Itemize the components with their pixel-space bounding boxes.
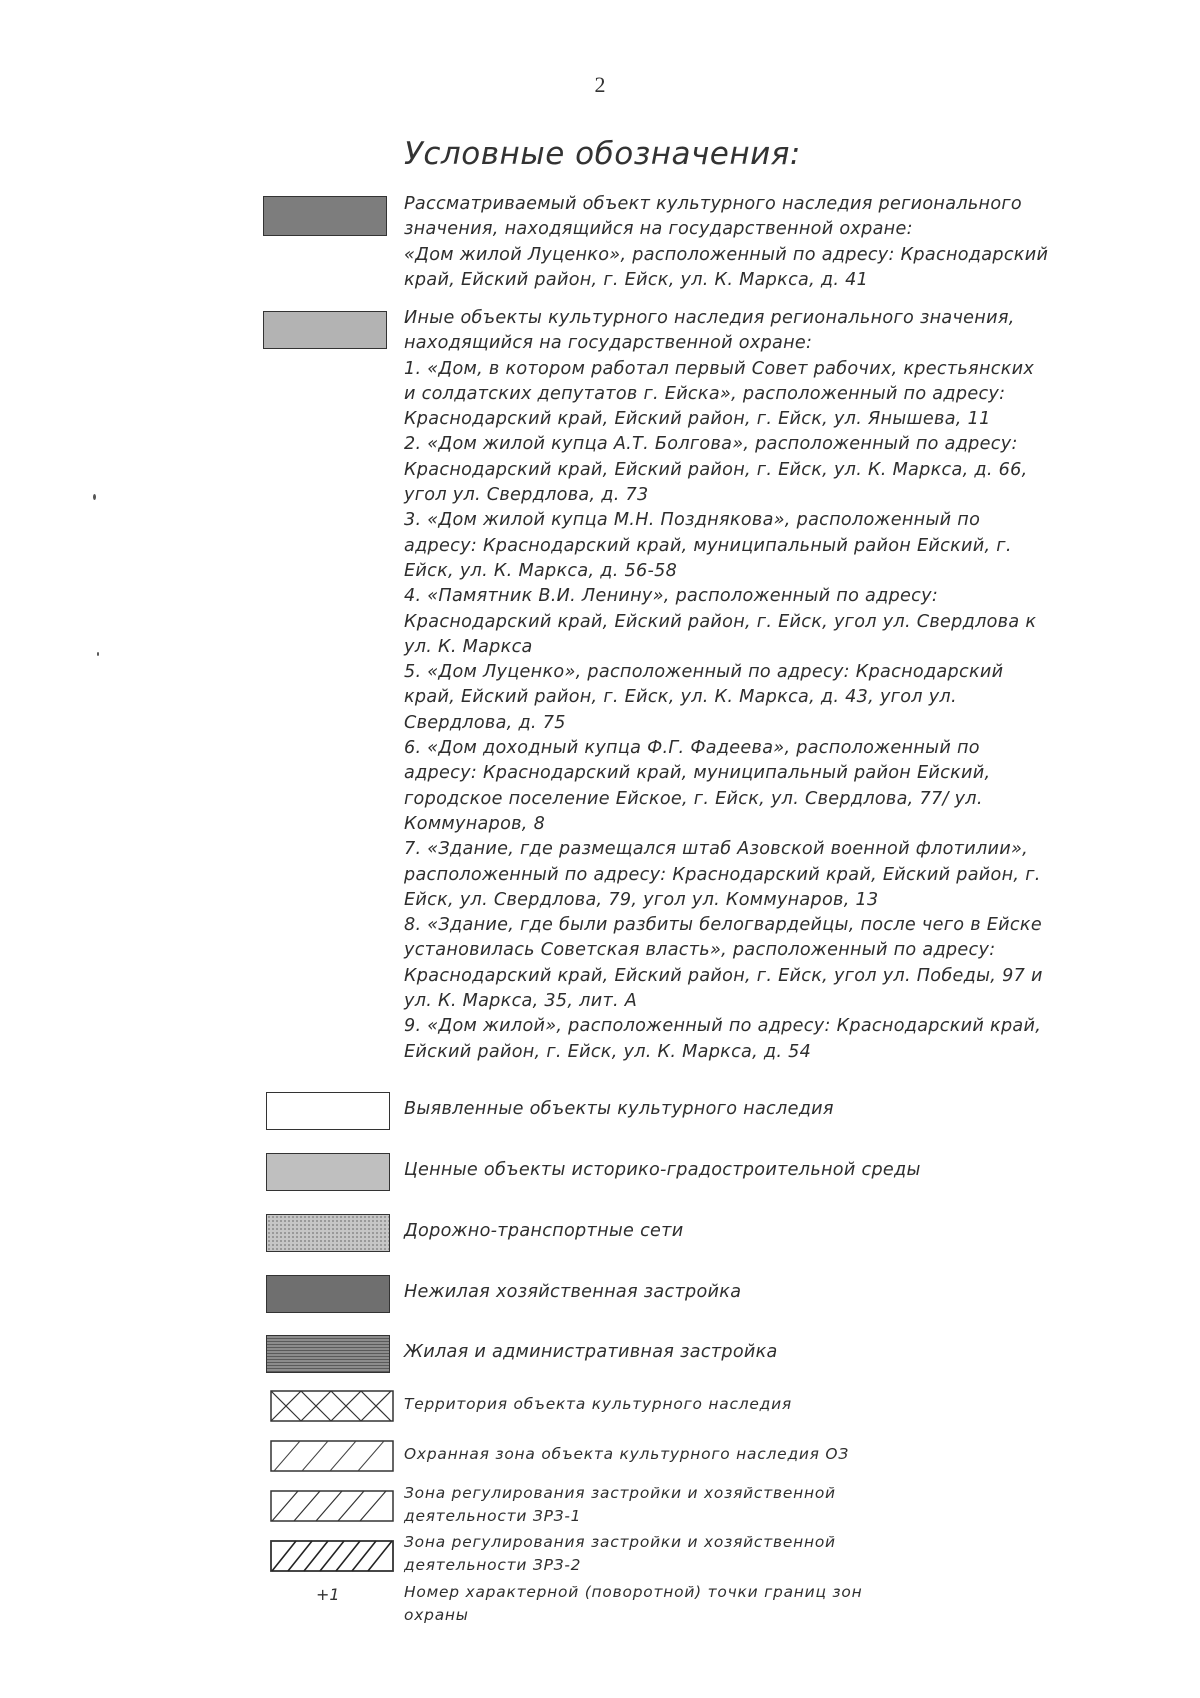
- legend-swatch-subject-object: [263, 196, 387, 236]
- desc-line: край, Ейский район, г. Ейск, ул. К. Маркса, д. 41: [404, 269, 869, 290]
- desc-line: 5. «Дом Луценко», расположенный по адресу: Краснодарский: [404, 662, 1004, 683]
- desc-line: расположенный по адресу: Краснодарский край, Ейский район, г.: [404, 864, 1041, 885]
- desc-line: край, Ейский район, г. Ейск, ул. К. Маркса, д. 43, угол ул.: [404, 687, 957, 708]
- desc-line: 2. «Дом жилой купца А.Т. Болгова», расположенный по адресу:: [404, 434, 1018, 455]
- desc-line: 8. «Здание, где были разбиты белогвардейцы, после чего в Ейске: [404, 915, 1042, 936]
- legend-swatch-zrz-1: [270, 1490, 394, 1522]
- desc-line: Коммунаров, 8: [404, 813, 546, 834]
- desc-line: Ейск, ул. Свердлова, 79, угол ул. Коммунаров, 13: [404, 889, 879, 910]
- desc-line: Краснодарский край, Ейский район, г. Ейск, ул. К. Маркса, д. 66,: [404, 459, 1028, 480]
- desc-line: 9. «Дом жилой», расположенный по адресу: Краснодарский край,: [404, 1016, 1042, 1037]
- desc-line: Жилая и административная застройка: [404, 1342, 778, 1362]
- desc-line: значения, находящийся на государственной охране:: [404, 219, 913, 240]
- legend-item-non-residential: [404, 1280, 1104, 1305]
- desc-line: деятельности ЗРЗ-2: [404, 1556, 582, 1574]
- desc-line: городское поселение Ейское, г. Ейск, ул. Свердлова, 77/ ул.: [404, 788, 983, 809]
- legend-swatch-residential-admin: [266, 1335, 390, 1373]
- legend-item-other-objects: [404, 306, 1104, 1065]
- scan-speck: [93, 494, 96, 500]
- desc-line: 3. «Дом жилой купца М.Н. Позднякова», расположенный по: [404, 510, 981, 531]
- legend-item-valuable-objects: [404, 1158, 1104, 1183]
- desc-line: Выявленные объекты культурного наследия: [404, 1099, 834, 1119]
- desc-line: адресу: Краснодарский край, муниципальный район Ейский,: [404, 763, 991, 784]
- legend-swatch-zrz-2: [270, 1540, 394, 1572]
- desc-line: Нежилая хозяйственная застройка: [404, 1282, 742, 1302]
- desc-line: охраны: [404, 1606, 469, 1624]
- legend-item-protection-zone: [404, 1443, 1104, 1466]
- desc-line: 1. «Дом, в котором работал первый Совет рабочих, крестьянских: [404, 358, 1035, 379]
- desc-line: деятельности ЗРЗ-1: [404, 1507, 582, 1525]
- point-marker-sample: +1: [316, 1585, 340, 1604]
- desc-line: Территория объекта культурного наследия: [404, 1395, 792, 1413]
- legend-swatch-identified-objects: [266, 1092, 390, 1130]
- legend-item-subject-object: [404, 192, 1104, 293]
- desc-line: ул. К. Маркса: [404, 636, 533, 657]
- desc-line: Свердлова, д. 75: [404, 712, 566, 733]
- legend-swatch-protection-zone: [270, 1440, 394, 1472]
- desc-line: Краснодарский край, Ейский район, г. Ейск, ул. Янышева, 11: [404, 409, 991, 430]
- desc-line: 4. «Памятник В.И. Ленину», расположенный по адресу:: [404, 586, 939, 607]
- desc-line: Иные объекты культурного наследия регионального значения,: [404, 308, 1015, 328]
- desc-line: Ценные объекты историко-градостроительной среды: [404, 1160, 921, 1180]
- desc-line: угол ул. Свердлова, д. 73: [404, 485, 649, 506]
- desc-line: Рассматриваемый объект культурного наследия регионального: [404, 194, 1023, 214]
- desc-line: ул. К. Маркса, 35, лит. А: [404, 991, 638, 1012]
- scan-speck: [97, 652, 99, 656]
- desc-line: Номер характерной (поворотной) точки границ зон: [404, 1583, 863, 1601]
- desc-line: Дорожно-транспортные сети: [404, 1221, 684, 1241]
- desc-line: Охранная зона объекта культурного наследия ОЗ: [404, 1445, 850, 1463]
- desc-line: Краснодарский край, Ейский район, г. Ейск, угол ул. Победы, 97 и: [404, 965, 1043, 986]
- desc-line: Зона регулирования застройки и хозяйственной: [404, 1484, 836, 1502]
- legend-item-zrz-1: [404, 1482, 1104, 1528]
- desc-line: «Дом жилой Луценко», расположенный по адресу: Краснодарский: [404, 244, 1049, 265]
- desc-line: Ейский район, г. Ейск, ул. К. Маркса, д. 54: [404, 1041, 812, 1062]
- legend-item-point-marker: [404, 1581, 1104, 1627]
- desc-line: Зона регулирования застройки и хозяйственной: [404, 1533, 836, 1551]
- legend-swatch-valuable-objects: [266, 1153, 390, 1191]
- legend-swatch-heritage-territory: [270, 1390, 394, 1422]
- desc-line: Ейск, ул. К. Маркса, д. 56-58: [404, 560, 678, 581]
- desc-line: установилась Советская власть», расположенный по адресу:: [404, 940, 996, 961]
- legend-item-identified-objects: [404, 1097, 1104, 1122]
- page-number: 2: [594, 72, 606, 97]
- desc-line: Краснодарский край, Ейский район, г. Ейск, угол ул. Свердлова к: [404, 611, 1037, 632]
- desc-line: адресу: Краснодарский край, муниципальный район Ейский, г.: [404, 535, 1012, 556]
- legend-swatch-non-residential: [266, 1275, 390, 1313]
- legend-item-heritage-territory: [404, 1393, 1104, 1416]
- legend-swatch-transport-networks: [266, 1214, 390, 1252]
- desc-line: находящийся на государственной охране:: [404, 333, 813, 354]
- legend-item-residential-admin: [404, 1340, 1104, 1365]
- desc-line: и солдатских депутатов г. Ейска», расположенный по адресу:: [404, 383, 1006, 404]
- desc-line: 6. «Дом доходный купца Ф.Г. Фадеева», расположенный по: [404, 738, 980, 759]
- desc-line: 7. «Здание, где размещался штаб Азовской военной флотилии»,: [404, 839, 1029, 860]
- legend-title: Условные обозначения:: [404, 136, 801, 172]
- legend-swatch-other-objects: [263, 311, 387, 349]
- legend-item-transport-networks: [404, 1219, 1104, 1244]
- legend-item-zrz-2: [404, 1531, 1104, 1577]
